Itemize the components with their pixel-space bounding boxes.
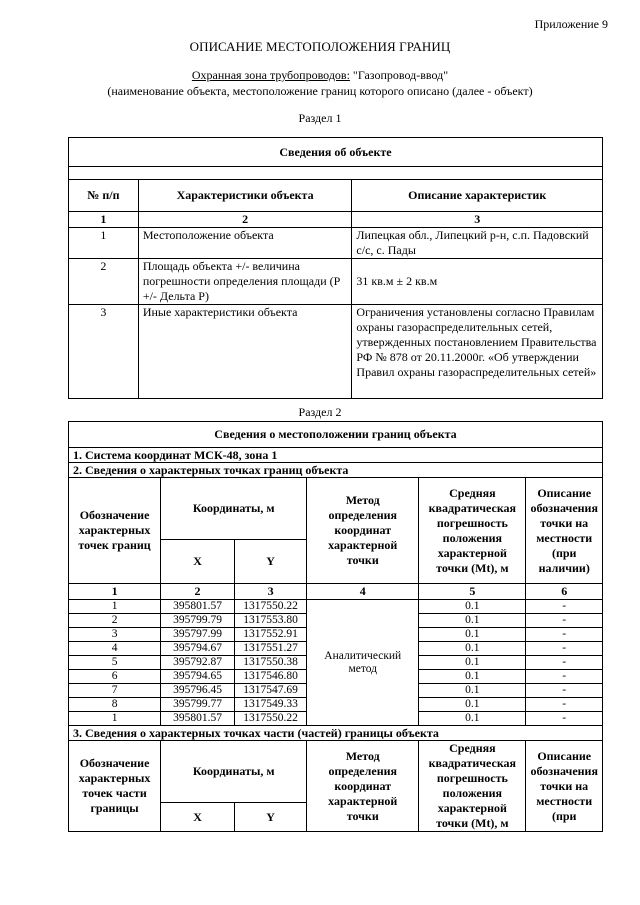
part3-title: 3. Сведения о характерных точках части (частей) границы объекта — [69, 726, 603, 741]
point-description: - — [526, 600, 603, 614]
point-number: 3 — [69, 628, 161, 642]
row-num: 2 — [69, 259, 139, 305]
header-point-label: Обозначение характерных точек границ — [69, 478, 161, 584]
object-line — [0, 68, 640, 83]
point-accuracy: 0.1 — [419, 670, 526, 684]
row-name: Местоположение объекта — [138, 228, 352, 259]
table-row — [69, 228, 603, 259]
point-description: - — [526, 656, 603, 670]
spacer-row — [69, 167, 603, 180]
point-accuracy: 0.1 — [419, 698, 526, 712]
object-info-table — [68, 137, 603, 399]
point-number: 1 — [69, 712, 161, 726]
part3-header-point-description: Описание обозначения точки на местности (при — [526, 741, 603, 832]
coord-system: 1. Система координат МСК-48, зона 1 — [69, 448, 603, 463]
col-number: 5 — [419, 584, 526, 600]
point-description: - — [526, 698, 603, 712]
point-number: 2 — [69, 614, 161, 628]
part3-header-method: Метод определения координат характерной точки — [307, 741, 419, 832]
point-y: 1317547.69 — [234, 684, 306, 698]
col-number: 3 — [352, 212, 603, 228]
point-number: 7 — [69, 684, 161, 698]
row-desc: Ограничения установлены согласно Правилам охраны газораспределительных сетей, утвержденных постановлением Правительства РФ № 878 от 20.11.2000г. «Об утверждении Правил охраны газораспределительных сетей» — [352, 305, 603, 399]
row-num: 3 — [69, 305, 139, 399]
row-name: Иные характеристики объекта — [138, 305, 352, 399]
section1-label: Раздел 1 — [298, 111, 342, 125]
table-row — [69, 600, 603, 614]
col-number: 6 — [526, 584, 603, 600]
part3-header-accuracy: Средняя квадратическая погрешность положения характерной точки (Mt), м — [419, 741, 526, 832]
point-description: - — [526, 614, 603, 628]
object-note: (наименование объекта, местоположение границ которого описано (далее - объект) — [107, 84, 533, 98]
point-y: 1317551.27 — [234, 642, 306, 656]
header-x: X — [161, 540, 235, 584]
point-x: 395792.87 — [161, 656, 235, 670]
boundary-title: Сведения о местоположении границ объекта — [69, 422, 603, 448]
table-row — [69, 305, 603, 399]
point-description: - — [526, 712, 603, 726]
point-description: - — [526, 670, 603, 684]
annex-label: Приложение 9 — [534, 17, 608, 31]
header-accuracy: Средняя квадратическая погрешность положения характерной точки (Mt), м — [419, 478, 526, 584]
point-x: 395797.99 — [161, 628, 235, 642]
object-info-title: Сведения об объекте — [69, 138, 603, 167]
point-accuracy: 0.1 — [419, 712, 526, 726]
point-y: 1317546.80 — [234, 670, 306, 684]
point-y: 1317549.33 — [234, 698, 306, 712]
point-description: - — [526, 684, 603, 698]
point-x: 395794.65 — [161, 670, 235, 684]
col-number: 1 — [69, 212, 139, 228]
point-number: 6 — [69, 670, 161, 684]
method-cell: Аналитический метод — [307, 600, 419, 726]
point-x: 395799.79 — [161, 614, 235, 628]
col-number: 4 — [307, 584, 419, 600]
col-number: 1 — [69, 584, 161, 600]
point-accuracy: 0.1 — [419, 600, 526, 614]
part3-header-point-label: Обозначение характерных точек части границы — [69, 741, 161, 832]
point-accuracy: 0.1 — [419, 642, 526, 656]
point-x: 395801.57 — [161, 600, 235, 614]
point-accuracy: 0.1 — [419, 614, 526, 628]
point-x: 395799.77 — [161, 698, 235, 712]
object-prefix: Охранная зона трубопроводов: — [191, 68, 350, 82]
point-y: 1317550.38 — [234, 656, 306, 670]
point-x: 395794.67 — [161, 642, 235, 656]
part3-header-x: X — [161, 803, 235, 832]
object-name: "Газопровод-ввод" — [349, 68, 449, 82]
row-num: 1 — [69, 228, 139, 259]
header-description: Описание характеристик — [352, 180, 603, 212]
point-y: 1317550.22 — [234, 712, 306, 726]
point-number: 4 — [69, 642, 161, 656]
point-description: - — [526, 642, 603, 656]
col-number: 2 — [161, 584, 235, 600]
point-accuracy: 0.1 — [419, 684, 526, 698]
point-accuracy: 0.1 — [419, 656, 526, 670]
col-number: 2 — [138, 212, 352, 228]
section2-label: Раздел 2 — [298, 405, 342, 419]
point-number: 5 — [69, 656, 161, 670]
row-name: Площадь объекта +/- величина погрешности определения площади (Р +/- Дельта Р) — [138, 259, 352, 305]
point-y: 1317553.80 — [234, 614, 306, 628]
row-desc: 31 кв.м ± 2 кв.м — [352, 259, 603, 305]
part3-header-y: Y — [234, 803, 306, 832]
point-x: 395801.57 — [161, 712, 235, 726]
header-method: Метод определения координат характерной точки — [307, 478, 419, 584]
point-description: - — [526, 628, 603, 642]
document-title: ОПИСАНИЕ МЕСТОПОЛОЖЕНИЯ ГРАНИЦ — [189, 39, 451, 54]
point-number: 1 — [69, 600, 161, 614]
row-desc: Липецкая обл., Липецкий р-н, с.п. Падовский с/с, с. Пады — [352, 228, 603, 259]
part2-title: 2. Сведения о характерных точках границ объекта — [69, 463, 603, 478]
point-accuracy: 0.1 — [419, 628, 526, 642]
header-characteristic: Характеристики объекта — [138, 180, 352, 212]
col-number: 3 — [234, 584, 306, 600]
point-y: 1317552.91 — [234, 628, 306, 642]
header-y: Y — [234, 540, 306, 584]
point-y: 1317550.22 — [234, 600, 306, 614]
boundary-table — [68, 421, 603, 832]
table-row — [69, 259, 603, 305]
point-x: 395796.45 — [161, 684, 235, 698]
header-coords: Координаты, м — [161, 478, 307, 540]
part3-header-coords: Координаты, м — [161, 741, 307, 803]
point-number: 8 — [69, 698, 161, 712]
header-point-description: Описание обозначения точки на местности (при наличии) — [526, 478, 603, 584]
header-num: № п/п — [69, 180, 139, 212]
